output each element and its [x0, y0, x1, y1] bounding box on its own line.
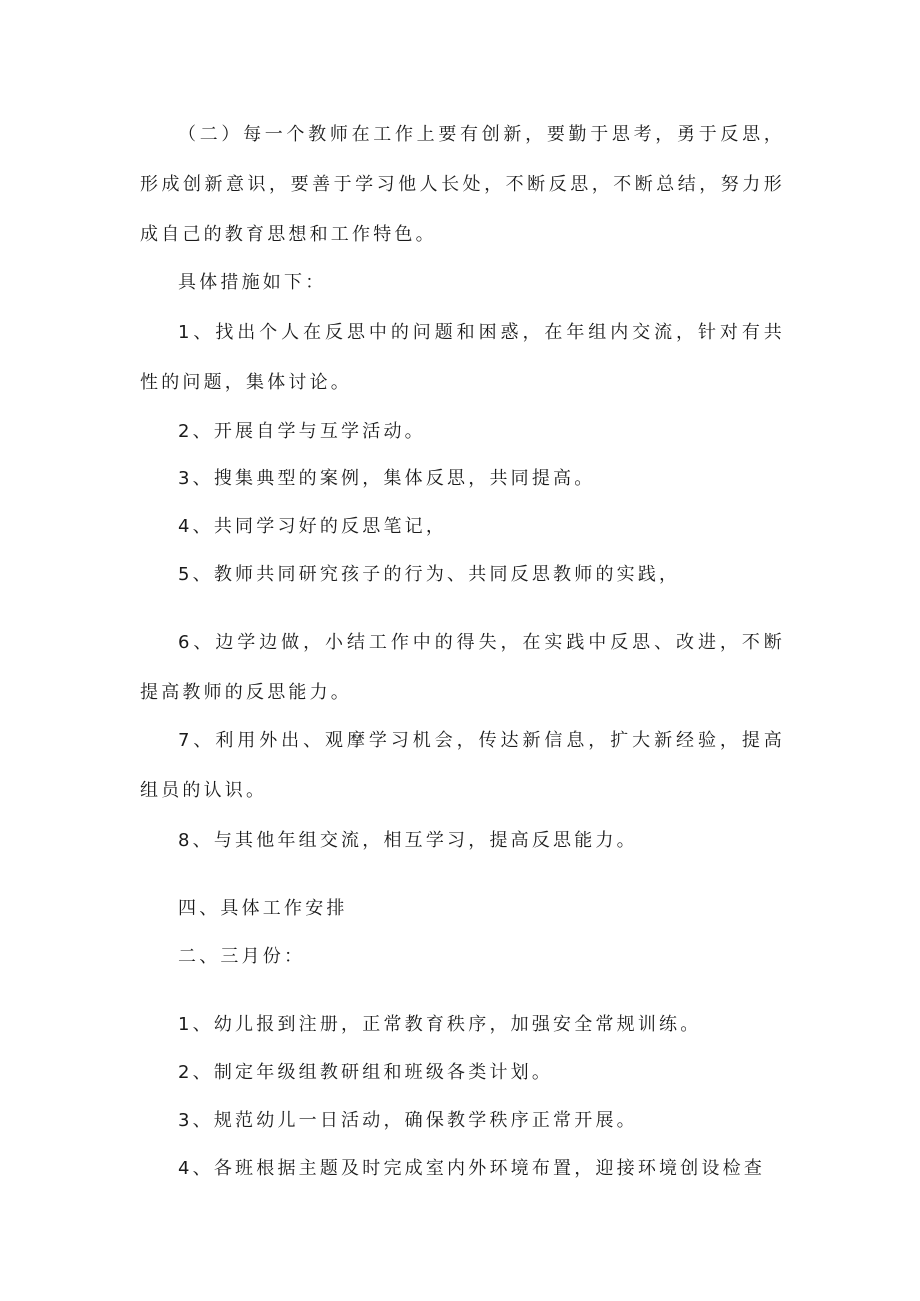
paragraph-innovation: （二）每一个教师在工作上要有创新，要勤于思考，勇于反思，形成创新意识，要善于学习他人长处，不断反思，不断总结，努力形成自己的教育思想和工作特色。	[140, 124, 785, 245]
list-item: 5、教师共同研究孩子的行为、共同反思教师的实践，	[178, 564, 681, 585]
section-heading: 四、具体工作安排	[178, 898, 348, 919]
month-heading: 二、三月份：	[178, 946, 306, 967]
list-item: 1、幼儿报到注册，正常教育秩序，加强安全常规训练。	[178, 1014, 702, 1035]
list-item: 6、边学边做，小结工作中的得失，在实践中反思、改进，不断提高教师的反思能力。	[140, 632, 785, 703]
list-item: 3、搜集典型的案例，集体反思，共同提高。	[178, 468, 596, 489]
paragraph-measures-heading: 具体措施如下：	[178, 272, 327, 293]
list-item: 4、共同学习好的反思笔记，	[178, 516, 448, 537]
list-item: 8、与其他年组交流，相互学习，提高反思能力。	[178, 830, 638, 851]
list-item: 7、利用外出、观摩学习机会，传达新信息，扩大新经验，提高组员的认识。	[140, 730, 785, 801]
list-item: 3、规范幼儿一日活动，确保教学秩序正常开展。	[178, 1110, 638, 1131]
list-item: 2、制定年级组教研组和班级各类计划。	[178, 1062, 554, 1083]
list-item: 4、各班根据主题及时完成室内外环境布置，迎接环境创设检查	[178, 1158, 766, 1179]
list-item: 1、找出个人在反思中的问题和困惑，在年组内交流，针对有共性的问题，集体讨论。	[140, 322, 785, 393]
list-item: 2、开展自学与互学活动。	[178, 421, 426, 442]
